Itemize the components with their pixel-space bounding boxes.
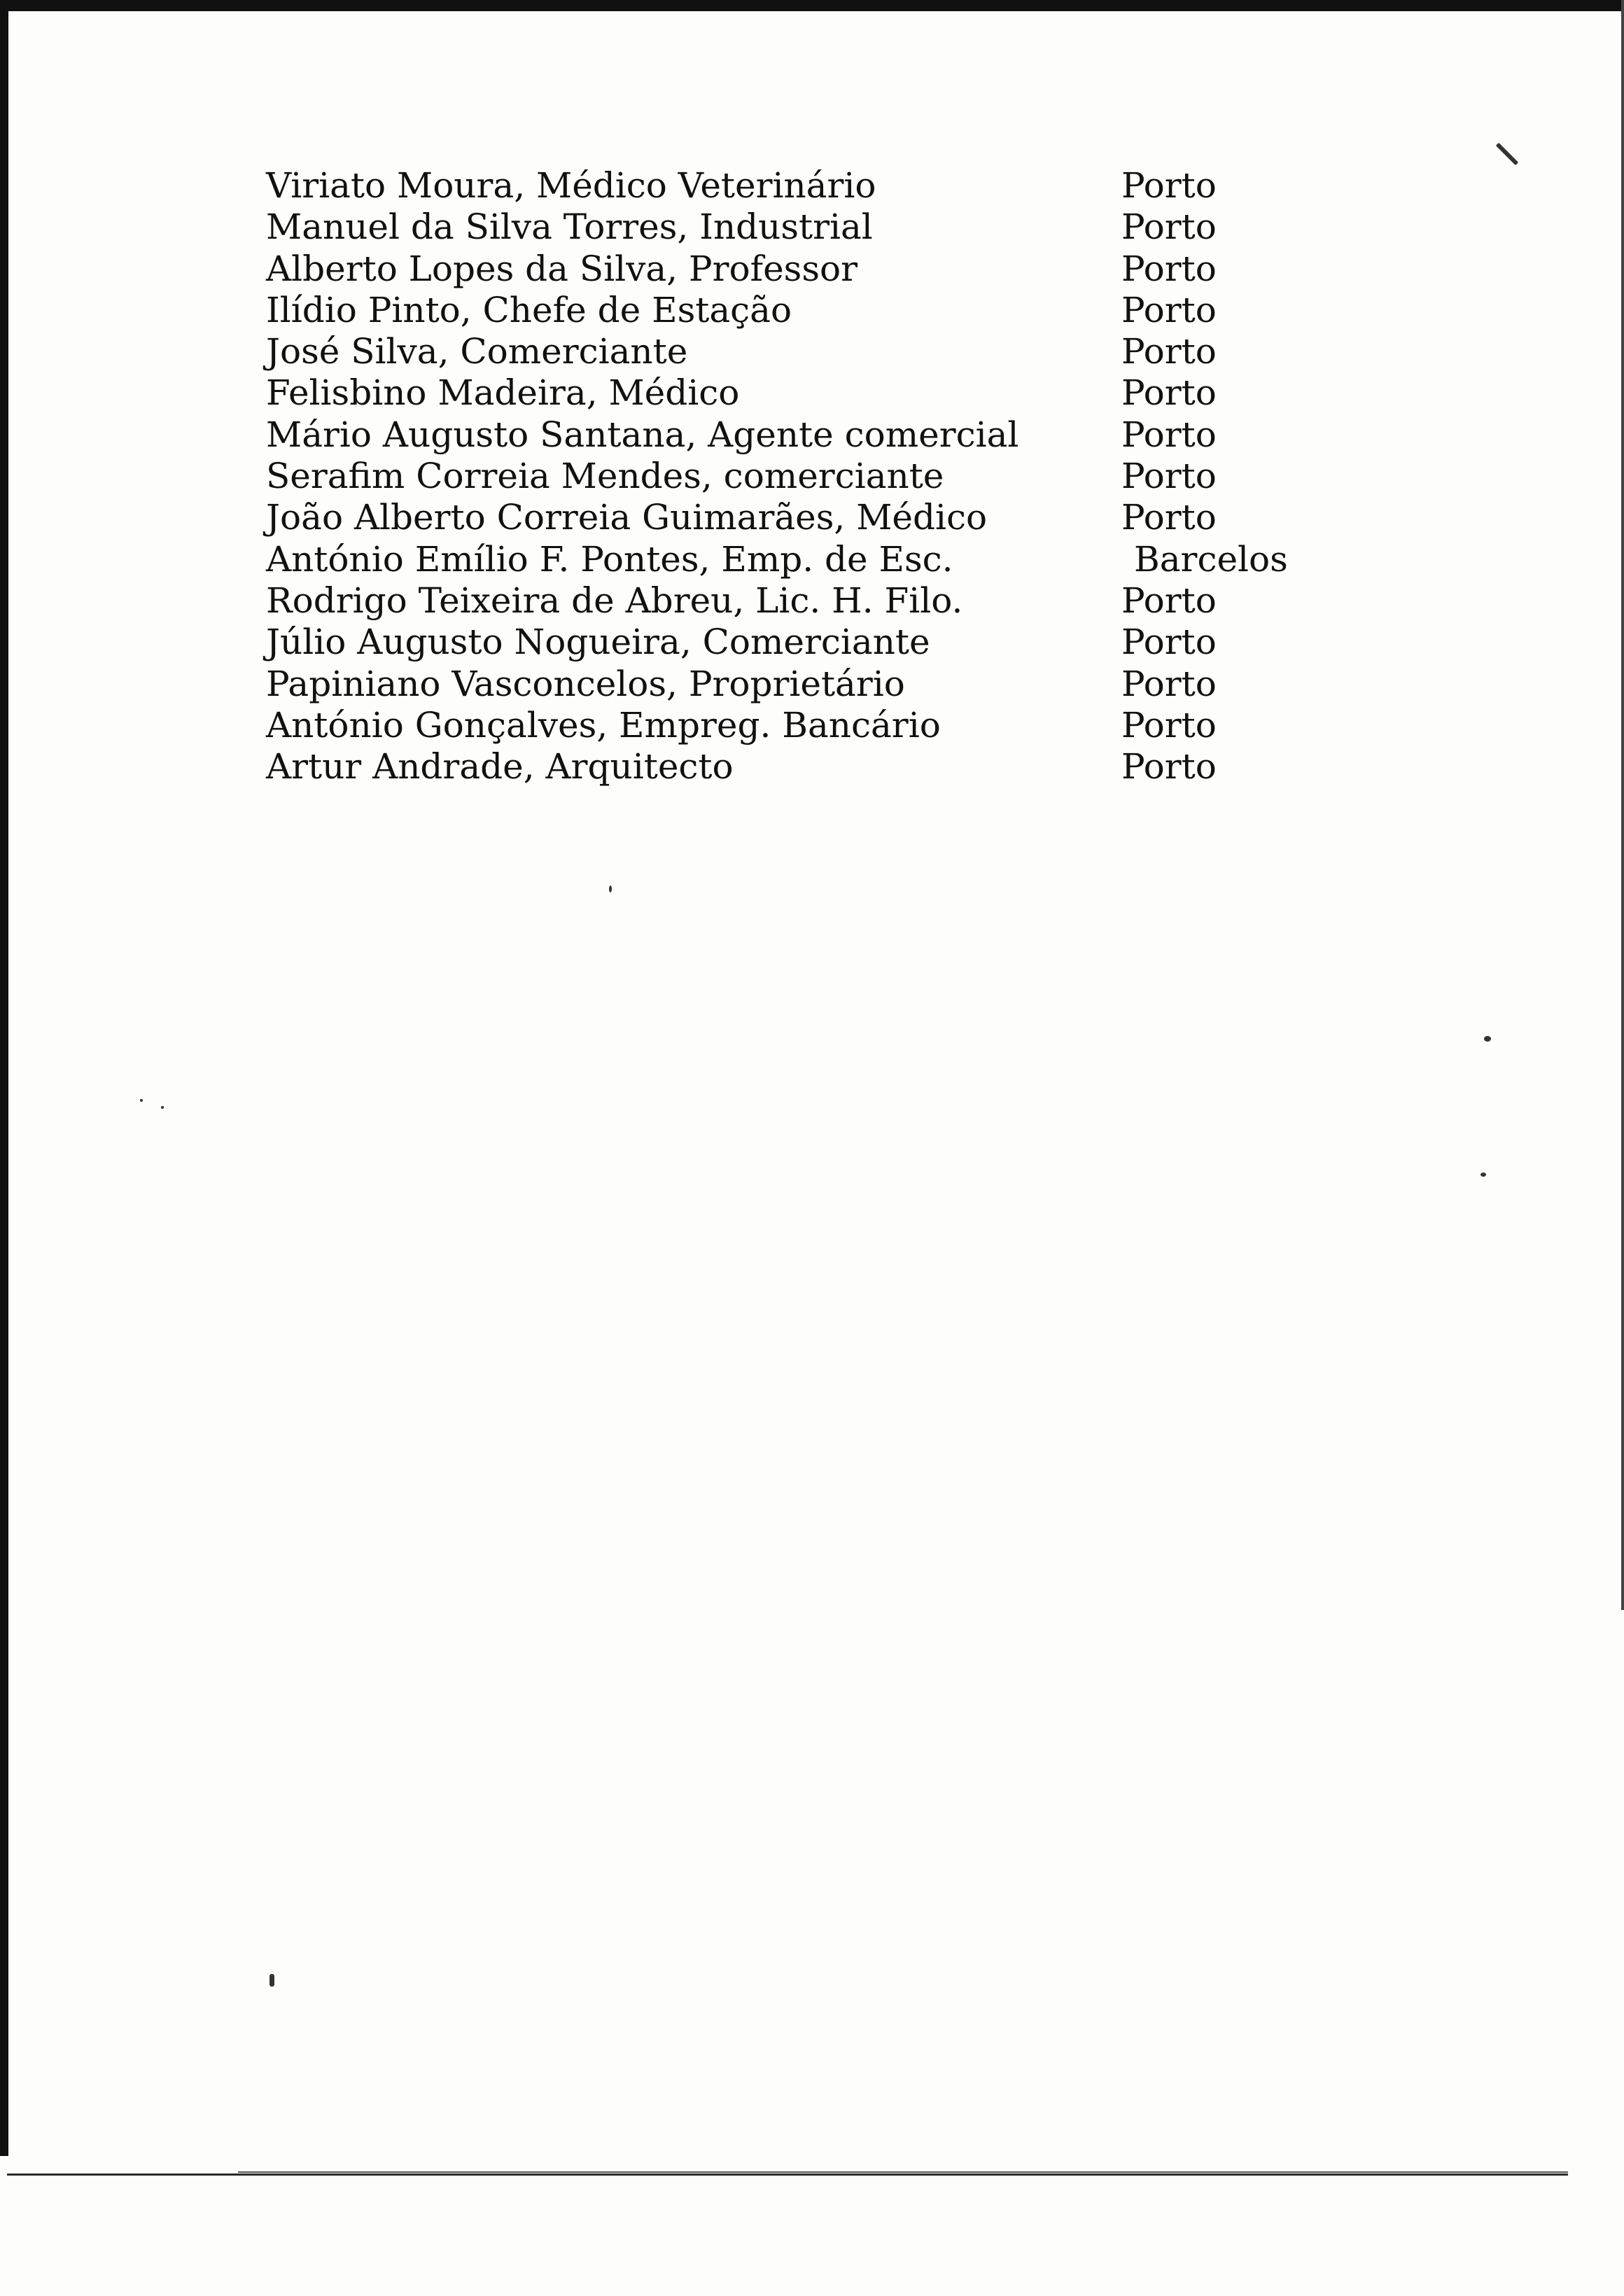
scan-mark: [1484, 1036, 1491, 1042]
entry-place: Porto: [1121, 165, 1217, 206]
member-list: [266, 165, 1316, 788]
scan-mark: [1480, 1172, 1486, 1177]
entry-name: José Silva, Comerciante: [266, 331, 688, 372]
scan-mark: [1496, 143, 1519, 166]
entry-place: Porto: [1121, 663, 1217, 704]
scan-mark: [270, 1974, 274, 1987]
list-item: [266, 497, 1316, 538]
entry-place: Porto: [1121, 497, 1217, 538]
list-item: [266, 206, 1316, 248]
scan-mark: [609, 886, 612, 892]
entry-place: Porto: [1121, 331, 1217, 372]
entry-place: Porto: [1121, 622, 1217, 663]
page-top-edge: [0, 0, 1624, 11]
entry-place: Porto: [1121, 580, 1217, 621]
list-item: [266, 539, 1316, 580]
list-item: [266, 414, 1316, 456]
scan-mark: [161, 1106, 164, 1109]
entry-name: Felisbino Madeira, Médico: [266, 372, 740, 414]
entry-name: Serafim Correia Mendes, comerciante: [266, 456, 944, 497]
entry-place: Porto: [1121, 289, 1217, 330]
entry-place: Porto: [1121, 206, 1217, 248]
entry-place: Porto: [1121, 372, 1217, 414]
entry-name: Viriato Moura, Médico Veterinário: [266, 165, 876, 206]
page-left-edge: [0, 0, 8, 2156]
list-item: [266, 248, 1316, 290]
entry-name: Alberto Lopes da Silva, Professor: [266, 248, 858, 289]
entry-name: António Emílio F. Pontes, Emp. de Esc.: [266, 538, 953, 580]
list-item: [266, 331, 1316, 372]
list-item: [266, 456, 1316, 497]
page-right-edge: [1621, 0, 1624, 1610]
list-item: [266, 165, 1316, 206]
entry-name: Manuel da Silva Torres, Industrial: [266, 206, 873, 248]
list-item: [266, 664, 1316, 705]
entry-place: Porto: [1121, 456, 1217, 497]
list-item: [266, 705, 1316, 746]
list-item: [266, 580, 1316, 622]
entry-name: António Gonçalves, Empreg. Bancário: [266, 704, 941, 746]
entry-place: Porto: [1121, 248, 1217, 289]
list-item: [266, 746, 1316, 788]
bottom-rule: [7, 2174, 1568, 2176]
entry-place: Porto: [1121, 746, 1217, 788]
bottom-rule-shadow: [238, 2171, 1568, 2173]
entry-name: Júlio Augusto Nogueira, Comerciante: [266, 622, 930, 663]
entry-place: Porto: [1121, 704, 1217, 746]
entry-name: Papiniano Vasconcelos, Proprietário: [266, 663, 905, 704]
list-item: [266, 622, 1316, 663]
entry-name: João Alberto Correia Guimarães, Médico: [266, 497, 988, 538]
entry-name: Ilídio Pinto, Chefe de Estação: [266, 289, 792, 330]
entry-name: Rodrigo Teixeira de Abreu, Lic. H. Filo.: [266, 580, 963, 621]
scan-mark: [140, 1099, 143, 1102]
entry-name: Mário Augusto Santana, Agente comercial: [266, 414, 1019, 455]
list-item: [266, 372, 1316, 414]
entry-place: Porto: [1121, 414, 1217, 455]
entry-name: Artur Andrade, Arquitecto: [266, 746, 734, 788]
entry-place: Barcelos: [1134, 538, 1288, 580]
list-item: [266, 290, 1316, 331]
